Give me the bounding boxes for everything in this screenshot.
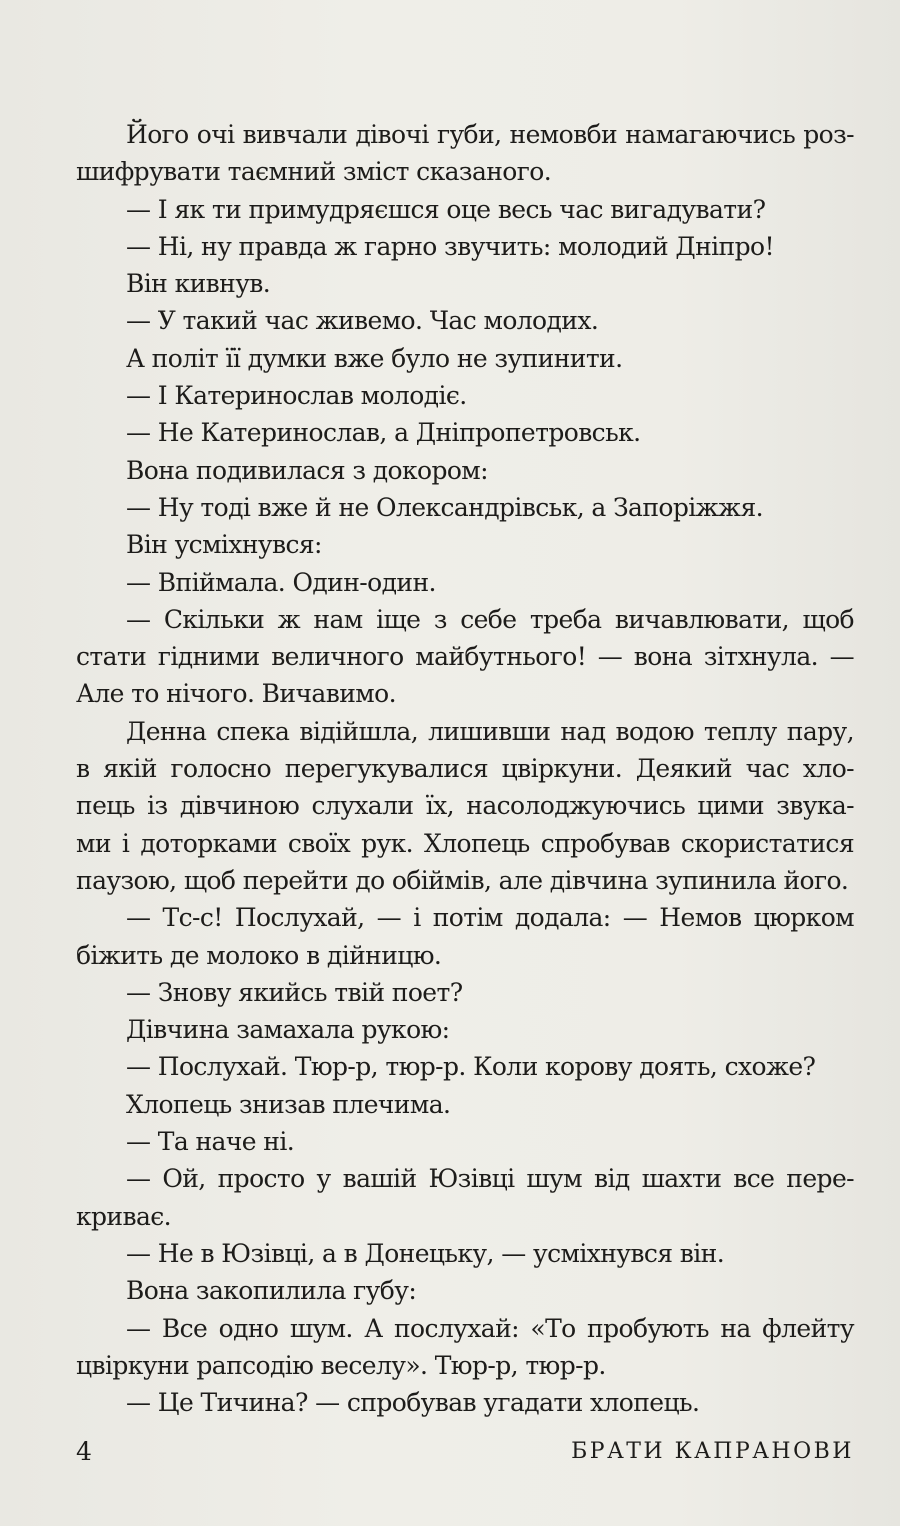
text-line: Вона подивилася з докором: xyxy=(126,455,488,485)
text-line: в якій голосно перегукувалися цвіркуни. Деякий час хло- xyxy=(76,754,854,784)
text-line: стати гідними величного майбутнього! — вона зітхнула. — xyxy=(76,642,854,672)
text-line: Дівчина замахала рукою: xyxy=(126,1015,450,1045)
text-line: — Та наче ні. xyxy=(126,1127,295,1157)
text-line: Денна спека відійшла, лишивши над водою теплу пару, xyxy=(126,716,854,746)
text-line: — Це Тичина? — спробував угадати хлопець. xyxy=(126,1388,700,1418)
text-line: паузою, щоб перейти до обіймів, але дівчина зупинила його. xyxy=(76,865,849,895)
text-line: — І Катеринослав молодіє. xyxy=(126,381,467,411)
text-line: Він кивнув. xyxy=(126,269,271,299)
text-line: пець із дівчиною слухали їх, насолоджуючись цими звука- xyxy=(76,791,854,821)
text-line: Хлопець знизав плечима. xyxy=(126,1089,451,1119)
text-line: цвіркуни рапсодію веселу». Тюр-р, тюр-р. xyxy=(76,1350,606,1380)
text-line: — Скільки ж нам іще з себе треба вичавлювати, щоб xyxy=(126,604,854,634)
text-line: — У такий час живемо. Час молодих. xyxy=(126,306,599,336)
page-number: 4 xyxy=(76,1437,92,1466)
text-line: — Знову якийсь твій поет? xyxy=(126,977,463,1007)
text-line: — Ну тоді вже й не Олександрівськ, а Запоріжжя. xyxy=(126,492,763,522)
text-line: біжить де молоко в дійницю. xyxy=(76,940,442,970)
running-title: БРАТИ КАПРАНОВИ xyxy=(571,1439,854,1464)
text-line: Він усміхнувся: xyxy=(126,530,322,560)
text-line: Але то нічого. Вичавимо. xyxy=(76,679,396,709)
text-line: ми і доторками своїх рук. Хлопець спробував скористатися xyxy=(76,828,854,858)
text-line: — Не Катеринослав, а Дніпропетровськ. xyxy=(126,418,641,448)
text-line: А політ її думки вже було не зупинити. xyxy=(126,343,623,373)
text-line: шифрувати таємний зміст сказаного. xyxy=(76,157,552,187)
text-line: — Все одно шум. А послухай: «То пробують на флейту xyxy=(126,1313,854,1343)
text-line: — Не в Юзівці, а в Донецьку, — усміхнувся він. xyxy=(126,1238,725,1268)
text-line: криває. xyxy=(76,1201,172,1231)
text-line: Його очі вивчали дівочі губи, немовби намагаючись роз- xyxy=(126,120,854,149)
text-line: — Впіймала. Один-один. xyxy=(126,567,436,597)
page-body-text xyxy=(76,116,854,1421)
text-line: — Послухай. Тюр-р, тюр-р. Коли корову доять, схоже? xyxy=(126,1052,816,1082)
text-line: — Тс-с! Послухай, — і потім додала: — Немов цюрком xyxy=(126,903,854,933)
text-line: — Ой, просто у вашій Юзівці шум від шахти все пере- xyxy=(126,1164,854,1194)
text-line: — І як ти примудряєшся оце весь час вигадувати? xyxy=(126,194,766,224)
text-line: Вона закопилила губу: xyxy=(126,1276,417,1306)
text-line: — Ні, ну правда ж гарно звучить: молодий Дніпро! xyxy=(126,231,774,261)
